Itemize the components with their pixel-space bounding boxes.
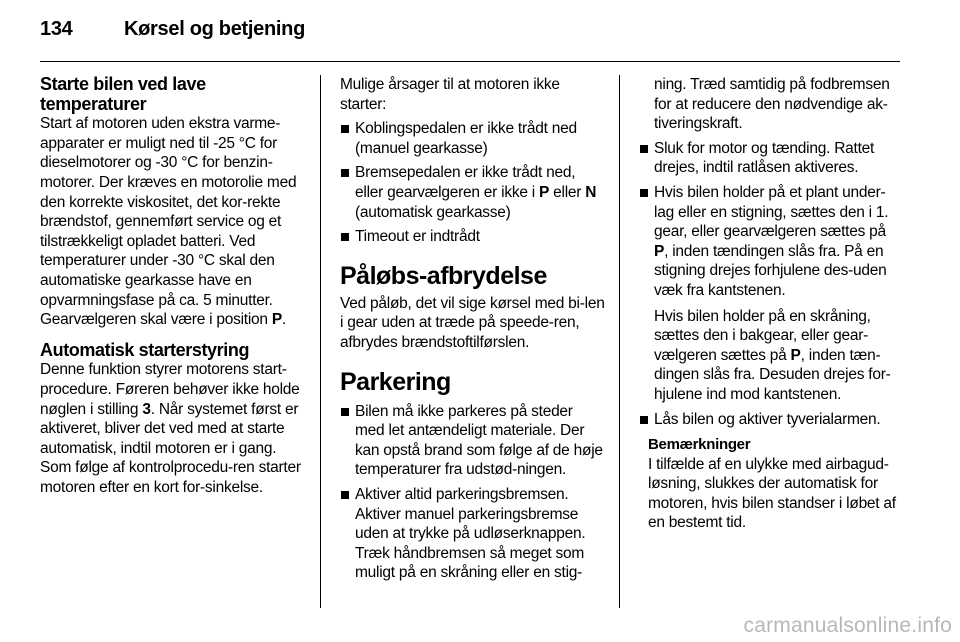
heading-parking: Parkering [340, 367, 451, 396]
list-item: Hvis bilen holder på et plant under-lag eller en stigning, sættes den i 1. gear, eller gearvælgeren sættes på P, inden tændingen slås fra. På en stigning drejes forhjulene des-uden væk fra kantstenen. Hvis bilen holder på en skråning, sættes den i bakgear, eller gear-vælgeren sættes på P, inden tæn-dingen slås fra. Desuden drejes for-hjulene ind mod kantstenen. [639, 183, 903, 405]
column-divider-1 [320, 75, 321, 608]
causes-list [340, 119, 606, 247]
heading-auto-start: Automatisk starterstyring [40, 339, 250, 360]
heading-cold-start: Starte bilen ved lave temperaturer [40, 74, 206, 114]
list-item: Bilen må ikke parkeres på steder med let antændeligt materiale. Der kan opstå brand som følge af de høje temperaturer fra udstød-ningen. [340, 402, 606, 480]
paragraph-cold-start: Start af motoren uden ekstra varme-apparater er muligt ned til -25 °C for dieselmotorer og -30 °C for benzin-motorer. Der kræves en motorolie med den korrekte viskositet, det kor-rekte brændstof, gennemført service og et tilstrækkeligt opladet batteri. Ved temperaturer under -30 °C skal den automatiske gearkasse have en opvarmningsfase på ca. 5 minutter. Gearvælgeren skal være i position P. [40, 115, 297, 329]
heading-fuel-cutoff: Påløbs-afbrydelse [340, 261, 547, 290]
paragraph-fuel-cutoff: Ved påløb, det vil sige kørsel med bi-len i gear uden at træde på speede-ren, afbrydes brændstoftilførslen. [340, 294, 605, 351]
parking-list-continued [639, 139, 903, 429]
column-1 [40, 75, 302, 497]
paragraph-auto-start: Denne funktion styrer motorens start-procedure. Føreren behøver ikke holde nøglen i stilling 3. Når systemet først er aktiveret, bliver det ved med at starte automatisk, indtil motoren er i gang. Som følge af kontrolprocedu-ren starter motoren efter en kort for-sinkelse. [40, 361, 301, 496]
note-title: Bemærkninger [648, 436, 751, 454]
note-box [639, 435, 903, 533]
list-item: Aktiver altid parkeringsbremsen. Aktiver manuel parkeringsbremse uden at trykke på udløserknappen. Træk håndbremsen så meget som muligt på en skråning eller en stig- [340, 485, 606, 583]
parking-list [340, 402, 606, 583]
paragraph-causes: Mulige årsager til at motoren ikke starter: [340, 76, 560, 113]
list-item: Lås bilen og aktiver tyverialarmen. [639, 410, 903, 430]
list-item: Timeout er indtrådt [340, 227, 606, 247]
list-item: Koblingspedalen er ikke trådt ned (manuel gearkasse) [340, 119, 606, 158]
chapter-title: Kørsel og betjening [124, 18, 305, 40]
list-item: Bremsepedalen er ikke trådt ned, eller gearvælgeren er ikke i P eller N (automatisk gearkasse) [340, 163, 606, 222]
page-header [40, 18, 305, 48]
page-number: 134 [40, 18, 73, 40]
parking-continued: ning. Træd samtidig på fodbremsen for at reducere den nødvendige ak-tiveringskraft. [654, 76, 890, 133]
column-divider-2 [619, 75, 620, 608]
column-3 [639, 75, 903, 533]
list-item: Sluk for motor og tænding. Rattet drejes, indtil ratlåsen aktiveres. [639, 139, 903, 178]
column-2 [340, 75, 606, 583]
note-text: I tilfælde af en ulykke med airbagud-løsning, slukkes der automatisk for motoren, hvis bilen standser i løbet af en bestemt tid. [648, 455, 896, 532]
header-rule [40, 61, 900, 62]
watermark: carmanualsonline.info [743, 614, 952, 637]
